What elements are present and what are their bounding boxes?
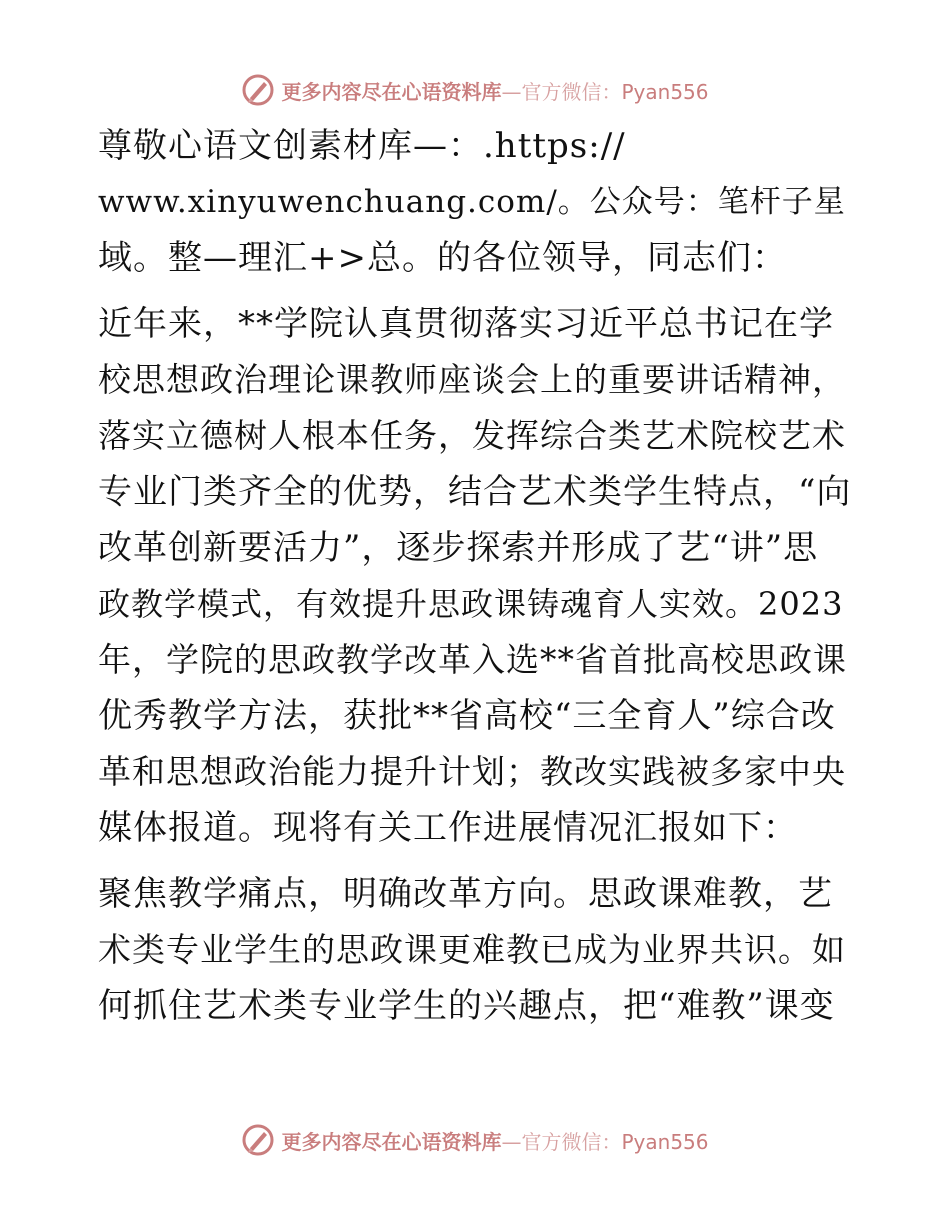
paragraph-intro (98, 296, 858, 856)
watermark-account: Pyan556 (621, 1129, 709, 1154)
pen-logo-icon (241, 1123, 275, 1157)
text-line: 近年来，**学院认真贯彻落实习近平总书记在学 (98, 304, 834, 344)
watermark-prefix: 更多内容尽在心语资料库 (281, 1129, 502, 1154)
text-line: 政教学模式，有效提升思政课铸魂育人实效。2023 (98, 585, 844, 623)
text-line: 域。整—理汇+>总。的各位领导，同志们： (98, 238, 787, 278)
watermark-account: Pyan556 (621, 79, 709, 104)
pen-logo-icon (241, 73, 275, 107)
text-line: 术类专业学生的思政课更难教已成为业界共识。如 (98, 930, 846, 969)
text-line: 落实立德树人根本任务，发挥综合类艺术院校艺术 (98, 416, 846, 455)
watermark-footer (0, 1120, 950, 1160)
watermark-prefix: 更多内容尽在心语资料库 (281, 79, 502, 104)
text-line: 媒体报道。现将有关工作进展情况汇报如下： (98, 808, 798, 848)
text-line: 专业门类齐全的优势，结合艺术类学生特点，“向 (98, 472, 852, 512)
text-line: 优秀教学方法，获批**省高校“三全育人”综合改 (98, 696, 836, 736)
watermark-text (281, 1126, 708, 1155)
text-line: www.xinyuwenchuang.com/。公众号：笔杆子星 (98, 184, 846, 220)
text-line: 校思想政治理论课教师座谈会上的重要讲话精神， (98, 360, 846, 399)
paragraph-greeting (98, 118, 858, 286)
document-body (98, 118, 858, 1044)
text-line: 尊敬心语文创素材库—：.https:// (98, 126, 626, 166)
text-line: 何抓住艺术类专业学生的兴趣点，把“难教”课变 (98, 986, 835, 1026)
watermark-middle: —官方微信： (501, 1129, 622, 1154)
watermark-text (281, 76, 708, 105)
paragraph-section-1 (98, 866, 858, 1034)
watermark-middle: —官方微信： (501, 79, 622, 104)
text-line: 改革创新要活力”，逐步探索并形成了艺“讲”思 (98, 528, 819, 568)
text-line: 聚焦教学痛点，明确改革方向。思政课难教，艺 (98, 874, 833, 914)
text-line: 年，学院的思政教学改革入选**省首批高校思政课 (98, 640, 847, 679)
watermark-header (0, 70, 950, 110)
text-line: 革和思想政治能力提升计划；教改实践被多家中央 (98, 752, 846, 791)
